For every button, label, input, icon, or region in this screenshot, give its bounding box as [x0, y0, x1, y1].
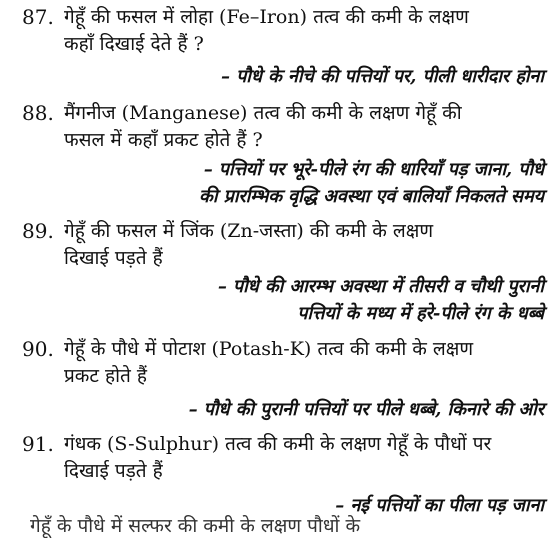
cut-off-line: [0, 515, 558, 537]
question-line: प्रकट होते हैं: [64, 365, 147, 387]
question-text: [64, 218, 544, 272]
question-line: गंधक (S-Sulphur) तत्व की कमी के लक्षण गेहूँ के पौधों पर: [64, 433, 492, 455]
question-line: मैंगनीज (Manganese) तत्व की कमी के लक्षण गेहूँ की: [64, 102, 462, 124]
question-line: फसल में कहाँ प्रकट होते हैं ?: [64, 129, 263, 151]
answer-line: – पत्तियों पर भूरे-पीले रंग की धारियाँ पड़ जाना, पौधे: [203, 159, 544, 180]
answer-line: – पौधे के नीचे की पत्तियों पर, पीली धारीदार होना: [221, 66, 544, 87]
question-number: 91.: [22, 432, 54, 456]
answer-line: – पौधे की आरम्भ अवस्था में तीसरी व चौथी पुरानी: [217, 276, 544, 297]
question-line: गेहूँ की फसल में जिंक (Zn-जस्ता) की कमी के लक्षण: [64, 220, 434, 242]
answer-line: पत्तियों के मध्य में हरे-पीले रंग के धब्बे: [297, 303, 544, 324]
question-line: कहाँ दिखाई देते हैं ?: [64, 33, 204, 55]
question-number: 90.: [22, 337, 54, 361]
answer-line: – पौधे की पुरानी पत्तियों पर पीले धब्बे, किनारे की ओर: [188, 399, 544, 420]
question-text: [64, 431, 544, 485]
cut-off-text: गेहूँ के पौधे में सल्फर की कमी के लक्षण पौधों के: [30, 515, 361, 537]
question-line: गेहूँ की फसल में लोहा (Fe–Iron) तत्व की कमी के लक्षण: [64, 6, 469, 28]
question-line: दिखाई पड़ते हैं: [64, 460, 163, 482]
question-text: [64, 4, 544, 58]
question-text: [64, 336, 544, 390]
answer-text: [44, 63, 544, 90]
answer-text: [44, 156, 544, 210]
answer-line: – नई पत्तियों का पीला पड़ जाना: [335, 495, 544, 516]
answer-text: [44, 396, 544, 423]
question-number: 89.: [22, 219, 54, 243]
question-number: 88.: [22, 101, 54, 125]
question-text: [64, 100, 544, 154]
question-line: गेहूँ के पौधे में पोटाश (Potash-K) तत्व की कमी के लक्षण: [64, 338, 474, 360]
question-line: दिखाई पड़ते हैं: [64, 247, 163, 269]
question-number: 87.: [22, 5, 54, 29]
answer-text: [44, 273, 544, 327]
answer-line: की प्रारम्भिक वृद्धि अवस्था एवं बालियाँ निकलते समय: [199, 186, 544, 207]
